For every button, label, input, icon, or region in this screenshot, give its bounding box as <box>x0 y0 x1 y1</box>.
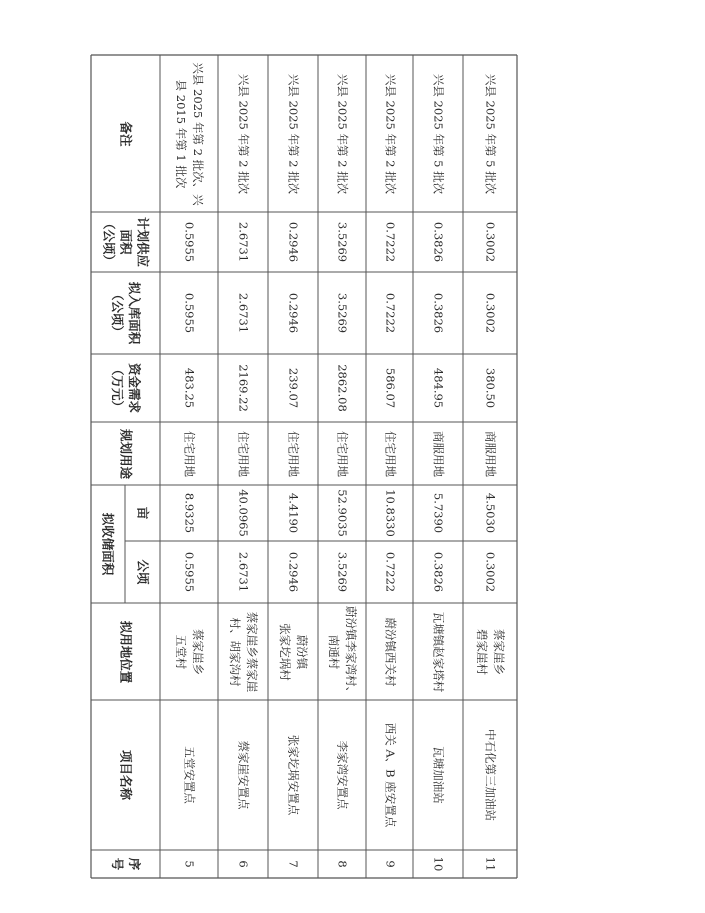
row-usage-text: 住宅用地 <box>286 430 301 477</box>
header-mu <box>134 507 151 520</box>
header-seq-text: 号 <box>109 857 125 871</box>
row-name <box>381 723 398 828</box>
row-location-text: 瓦塘镇赵家塔村 <box>431 611 446 692</box>
row-storage-text: 0.5955 <box>182 292 197 334</box>
row-hectare <box>235 552 252 592</box>
row-seq <box>285 860 302 867</box>
row-mu <box>334 489 351 537</box>
row-mu <box>181 493 198 533</box>
row-seq <box>381 860 398 867</box>
row-storage-text: 0.2946 <box>286 292 301 334</box>
row-usage <box>430 431 447 477</box>
header-funding-text: 资金需求 <box>126 362 142 414</box>
row-seq <box>334 860 351 867</box>
row-name-text: 蔡家崖安置点 <box>236 740 251 810</box>
row-mu <box>381 489 398 537</box>
row-usage <box>285 431 302 477</box>
row-usage-text: 商服用地 <box>431 430 446 477</box>
header-reserve-area <box>100 513 117 576</box>
header-hectare-text: 公顷 <box>135 559 150 585</box>
row-location-text: 碧家崖村 <box>475 628 489 675</box>
row-funding <box>482 368 499 408</box>
row-usage <box>381 431 398 477</box>
row-location-text: 蔡家崖乡 <box>191 628 205 675</box>
row-hectare-text: 0.7222 <box>383 551 397 593</box>
row-remark <box>381 73 398 193</box>
row-supply-text: 0.2946 <box>286 221 301 263</box>
row-name-text: 中石化第三加油站 <box>483 729 498 821</box>
row-mu-text: 52.9035 <box>335 489 350 537</box>
row-location-text: 蔚汾镇 <box>295 634 309 669</box>
header-supply-area-text: 面积 <box>118 229 133 255</box>
row-name-text: 李家湾安置点 <box>335 740 350 810</box>
row-supply <box>430 222 447 262</box>
row-mu <box>235 489 252 537</box>
row-name <box>430 746 447 804</box>
row-storage <box>334 293 351 333</box>
row-hectare-text: 0.5955 <box>182 551 197 593</box>
header-reserve-area-text: 拟收储面积 <box>100 512 116 576</box>
row-location-text: 蔡家崖乡蔡家崖 <box>245 611 259 692</box>
row-location <box>473 629 507 675</box>
row-storage-text: 0.3002 <box>483 292 498 334</box>
row-supply-text: 3.5269 <box>335 221 350 263</box>
row-hectare <box>285 552 302 592</box>
row-funding <box>181 368 198 408</box>
row-name <box>235 741 252 810</box>
row-location-text: 蔡家崖乡 <box>492 628 506 675</box>
row-hectare <box>181 552 198 592</box>
row-supply <box>235 222 252 262</box>
row-funding <box>235 364 252 412</box>
row-name <box>285 735 302 816</box>
row-mu <box>285 493 302 533</box>
row-location-text: 村、胡家沟村 <box>228 617 242 686</box>
row-location-text: 蔚汾镇李家湾村、 <box>344 605 358 698</box>
row-supply <box>334 222 351 262</box>
row-name-text: 瓦塘加油站 <box>431 746 446 804</box>
row-remark-text: 兴县 2025 年第 2 批次 <box>286 73 301 194</box>
header-storage-area <box>109 282 143 345</box>
row-usage-text: 商服用地 <box>483 430 498 477</box>
row-mu-text: 4.5030 <box>483 492 498 534</box>
row-seq-text: 10 <box>431 856 446 872</box>
row-hectare <box>430 552 447 592</box>
row-supply-text: 0.7222 <box>383 221 397 263</box>
header-usage-text: 规划用途 <box>118 428 133 479</box>
header-storage-area-text: 拟入库面积 <box>126 281 142 345</box>
row-usage <box>181 431 198 477</box>
row-funding-text: 484.95 <box>431 367 446 409</box>
row-hectare <box>381 552 398 592</box>
row-usage-text: 住宅用地 <box>182 430 197 477</box>
row-funding <box>381 368 398 408</box>
row-mu-text: 10.8330 <box>383 489 397 537</box>
row-usage <box>235 431 252 477</box>
row-storage <box>430 293 447 333</box>
row-supply-text: 0.3002 <box>483 221 498 263</box>
row-storage <box>235 293 252 333</box>
header-name <box>117 750 134 800</box>
row-name-text: 五堂安置点 <box>182 746 197 804</box>
row-usage-text: 住宅用地 <box>335 430 350 477</box>
row-mu-text: 5.7390 <box>431 492 446 534</box>
header-hectare <box>134 559 151 584</box>
header-seq <box>109 858 143 871</box>
row-location-text: 张家圪埚村 <box>278 622 292 681</box>
row-hectare-text: 0.3826 <box>431 551 446 593</box>
row-storage <box>482 293 499 333</box>
row-hectare-text: 0.3002 <box>483 551 498 593</box>
header-remark <box>117 121 134 146</box>
row-funding-text: 2862.08 <box>335 364 350 412</box>
header-supply-area <box>100 217 151 267</box>
row-location-text: 五堂村 <box>174 634 188 669</box>
row-remark-text: 兴县 2025 年第 2 批次 <box>236 73 251 194</box>
row-name <box>334 741 351 810</box>
row-hectare <box>482 552 499 592</box>
row-funding-text: 483.25 <box>182 367 197 409</box>
row-mu-text: 8.9325 <box>182 492 197 534</box>
row-remark-text: 兴县 2025 年第 2 批次、兴 <box>191 61 205 206</box>
row-funding <box>430 368 447 408</box>
header-funding <box>109 363 143 413</box>
header-location-text: 拟用地位置 <box>118 620 133 683</box>
row-storage <box>181 293 198 333</box>
row-supply-text: 0.5955 <box>182 221 197 263</box>
row-remark-text: 兴县 2025 年第 2 批次 <box>383 73 397 194</box>
row-location-text: 蔚汾镇西关村 <box>383 617 397 686</box>
row-usage-text: 住宅用地 <box>383 430 397 477</box>
row-location <box>226 611 260 692</box>
header-remark-text: 备注 <box>118 120 133 147</box>
header-funding-text: （万元） <box>109 362 125 414</box>
row-usage <box>482 431 499 477</box>
row-remark-text: 兴县 2025 年第 5 批次 <box>431 73 446 194</box>
row-remark <box>285 73 302 193</box>
row-name-text: 西关 A、B 座安置点 <box>383 722 397 828</box>
row-seq-text: 7 <box>286 860 301 868</box>
row-location <box>172 629 206 675</box>
row-remark-text: 兴县 2025 年第 2 批次 <box>335 73 350 194</box>
row-location <box>430 611 447 692</box>
row-storage <box>285 293 302 333</box>
row-funding-text: 239.07 <box>286 367 301 409</box>
row-hectare-text: 2.6731 <box>236 551 251 593</box>
row-funding-text: 2169.22 <box>236 364 251 412</box>
row-seq-text: 9 <box>383 860 397 868</box>
header-usage <box>117 428 134 478</box>
row-seq <box>430 857 447 872</box>
row-remark <box>482 73 499 193</box>
row-name-text: 张家圪埚安置点 <box>286 734 301 816</box>
row-funding-text: 586.07 <box>383 367 397 409</box>
row-storage-text: 3.5269 <box>335 292 350 334</box>
row-mu <box>482 493 499 533</box>
row-usage <box>334 431 351 477</box>
row-location <box>276 623 310 681</box>
row-supply <box>482 222 499 262</box>
row-supply-text: 2.6731 <box>236 221 251 263</box>
row-storage-text: 0.3826 <box>431 292 446 334</box>
row-supply-text: 0.3826 <box>431 221 446 263</box>
header-supply-area-text: （公顷） <box>101 216 116 268</box>
header-location <box>117 620 134 683</box>
row-seq <box>181 860 198 867</box>
row-seq-text: 5 <box>182 860 197 868</box>
row-mu <box>430 493 447 533</box>
header-mu-text: 亩 <box>135 506 150 520</box>
row-hectare-text: 0.2946 <box>286 551 301 593</box>
row-seq-text: 8 <box>335 860 350 868</box>
row-usage-text: 住宅用地 <box>236 430 251 477</box>
row-supply <box>285 222 302 262</box>
row-funding <box>334 364 351 412</box>
row-supply <box>181 222 198 262</box>
row-remark-text: 县 2015 年第 1 批次 <box>174 79 188 188</box>
row-mu-text: 40.0965 <box>236 489 251 537</box>
row-seq-text: 6 <box>236 860 251 868</box>
row-storage-text: 0.7222 <box>383 292 397 334</box>
row-funding-text: 380.50 <box>483 367 498 409</box>
row-storage <box>381 293 398 333</box>
row-supply <box>381 222 398 262</box>
row-location <box>381 617 398 686</box>
row-seq-text: 11 <box>483 856 498 872</box>
header-seq-text: 序 <box>126 857 142 871</box>
row-hectare-text: 3.5269 <box>335 551 350 593</box>
row-location <box>325 606 359 698</box>
row-remark <box>334 73 351 193</box>
header-supply-area-text: 计划供应 <box>135 216 150 268</box>
header-storage-area-text: （公顷） <box>109 287 125 339</box>
row-funding <box>285 368 302 408</box>
row-storage-text: 2.6731 <box>236 292 251 334</box>
row-name <box>482 729 499 821</box>
row-seq <box>235 860 252 867</box>
row-mu-text: 4.4190 <box>286 492 301 534</box>
row-hectare <box>334 552 351 592</box>
row-seq <box>482 857 499 872</box>
row-name <box>181 746 198 804</box>
row-remark <box>172 62 206 205</box>
row-remark <box>235 73 252 193</box>
row-remark-text: 兴县 2025 年第 5 批次 <box>483 73 498 194</box>
header-name-text: 项目名称 <box>118 749 133 801</box>
row-remark <box>430 73 447 193</box>
row-location-text: 南通村 <box>327 634 341 669</box>
